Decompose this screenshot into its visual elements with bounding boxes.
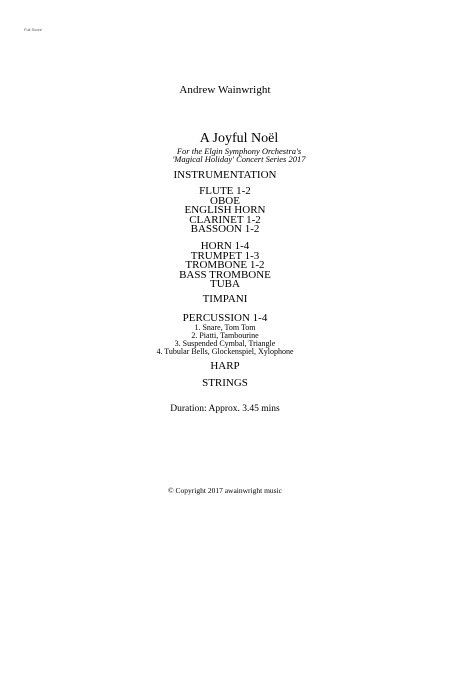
instrumentation-heading: INSTRUMENTATION bbox=[173, 169, 277, 181]
percussion-part: 2. Piatti, Tambourine bbox=[191, 331, 259, 340]
percussion-part: 3. Suspended Cymbal, Triangle bbox=[174, 339, 276, 348]
composer-name: Andrew Wainwright bbox=[179, 84, 271, 96]
instrument-line: BASSOON 1-2 bbox=[190, 223, 260, 236]
percussion-heading: PERCUSSION 1-4 bbox=[182, 312, 268, 324]
instrument-line: CLARINET 1-2 bbox=[189, 213, 261, 226]
timpani-line: TIMPANI bbox=[202, 293, 248, 305]
subtitle-line-2: 'Magical Holiday' Concert Series 2017 bbox=[172, 154, 306, 164]
instrument-line: BASS TROMBONE bbox=[179, 268, 271, 281]
woodwinds-section bbox=[0, 187, 450, 235]
instrument-line: ENGLISH HORN bbox=[184, 204, 266, 217]
instrument-line: TUBA bbox=[210, 278, 240, 291]
page-label: Full Score bbox=[24, 27, 43, 32]
percussion-part: 4. Tubular Bells, Glockenspiel, Xylophone bbox=[156, 347, 294, 356]
brass-section bbox=[0, 242, 450, 290]
instrument-line: OBOE bbox=[210, 194, 240, 207]
strings-line: STRINGS bbox=[202, 377, 248, 389]
instrument-line: HORN 1-4 bbox=[200, 240, 250, 252]
instrument-line: TROMBONE 1-2 bbox=[185, 259, 265, 272]
copyright-notice: © Copyright 2017 awainwright music bbox=[167, 486, 283, 495]
score-title: A Joyful Noël bbox=[199, 131, 279, 146]
harp-line: HARP bbox=[210, 360, 240, 372]
instrument-line: TRUMPET 1-3 bbox=[190, 249, 260, 262]
instrument-line: FLUTE 1-2 bbox=[199, 185, 251, 197]
percussion-parts bbox=[0, 324, 450, 356]
percussion-part: 1. Snare, Tom Tom bbox=[194, 323, 256, 332]
subtitle-line-1: For the Elgin Symphony Orchestra's bbox=[176, 146, 302, 156]
duration-text: Duration: Approx. 3.45 mins bbox=[170, 404, 280, 414]
